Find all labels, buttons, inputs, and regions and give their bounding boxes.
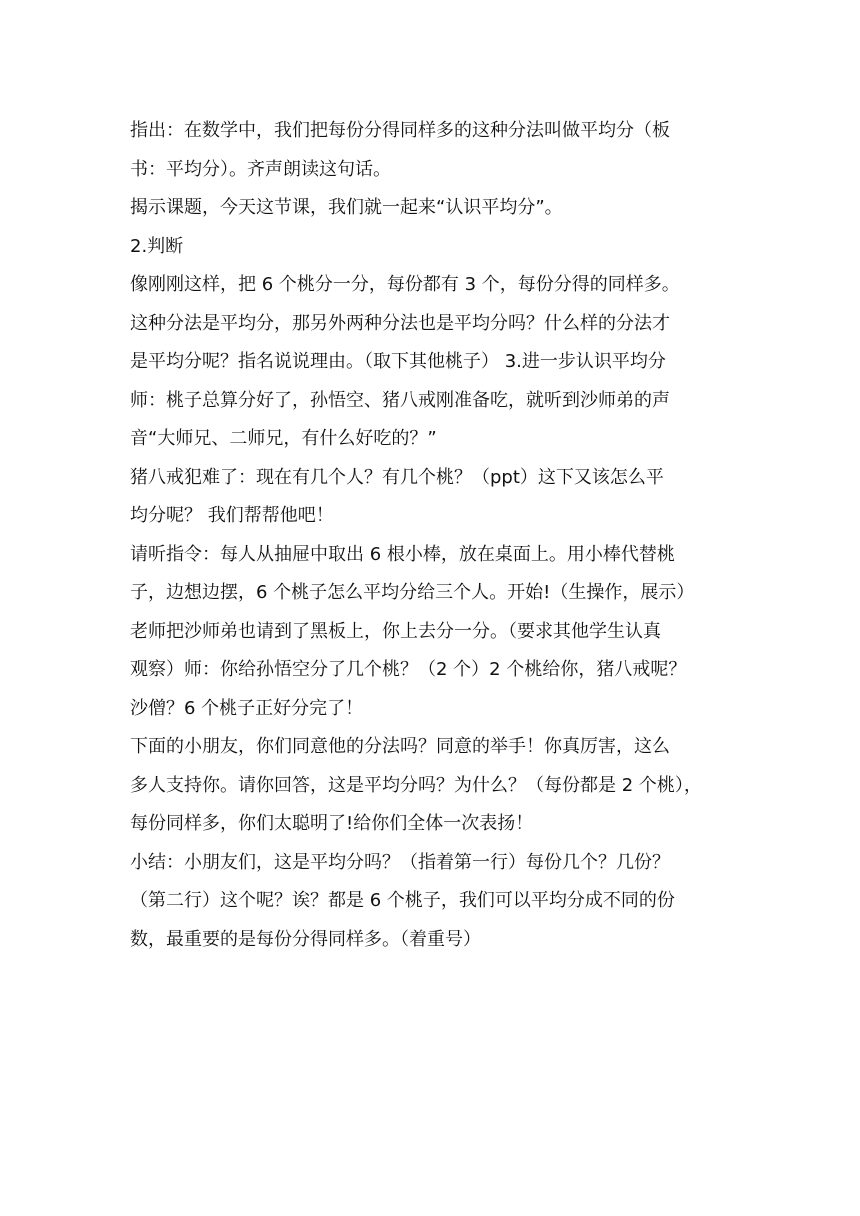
text-line: 每份同样多，你们太聪明了!给你们全体一次表扬！	[130, 813, 534, 834]
text-line: 指出：在数学中，我们把每份分得同样多的这种分法叫做平均分（板	[130, 120, 670, 141]
text-line: 师：桃子总算分好了，孙悟空、猪八戒刚准备吃，就听到沙师弟的声	[130, 389, 670, 411]
text-line: 下面的小朋友，你们同意他的分法吗？同意的举手！你真厉害，这么	[130, 736, 670, 757]
text-line: 书：平均分）。齐声朗读这句话。	[130, 158, 391, 180]
text-line: 请听指令：每人从抽屉中取出 6 根小棒，放在桌面上。用小棒代替桃	[130, 543, 675, 565]
section-heading: 2.判断	[130, 235, 184, 257]
text-line: 小结：小朋友们，这是平均分吗？（指着第一行）每份几个？几份？	[130, 851, 670, 873]
text-line: 音“大师兄、二师兄，有什么好吃的？”	[130, 428, 437, 449]
text-line: 观察）师：你给孙悟空分了几个桃？（2 个）2 个桃给你，猪八戒呢？	[130, 659, 687, 680]
text-line: 是平均分呢？指名说说理由。（取下其他桃子） 3.进一步认识平均分	[130, 351, 666, 372]
text-line: 数，最重要的是每份分得同样多。（着重号）	[130, 928, 481, 950]
document-body	[130, 112, 730, 959]
text-line: 老师把沙师弟也请到了黑板上，你上去分一分。（要求其他学生认真	[130, 620, 661, 642]
text-line: 这种分法是平均分，那另外两种分法也是平均分吗？什么样的分法才	[130, 312, 670, 334]
text-line: 揭示课题，今天这节课，我们就一起来“认识平均分”。	[130, 197, 563, 218]
text-line: 多人支持你。请你回答，这是平均分吗？为什么？（每份都是 2 个桃），	[130, 774, 702, 796]
text-line: 像刚刚这样，把 6 个桃分一分，每份都有 3 个，每份分得的同样多。	[130, 274, 680, 295]
text-line: （第二行）这个呢？诶？都是 6 个桃子，我们可以平均分成不同的份	[130, 890, 675, 911]
text-line: 均分呢？ 我们帮帮他吧！	[130, 505, 334, 526]
text-line: 猪八戒犯难了：现在有几个人？有几个桃？（ppt）这下又该怎么平	[130, 466, 664, 488]
text-line: 沙僧？6 个桃子正好分完了！	[130, 697, 364, 719]
text-line: 子，边想边摆，6 个桃子怎么平均分给三个人。开始!（生操作，展示）	[130, 582, 695, 603]
